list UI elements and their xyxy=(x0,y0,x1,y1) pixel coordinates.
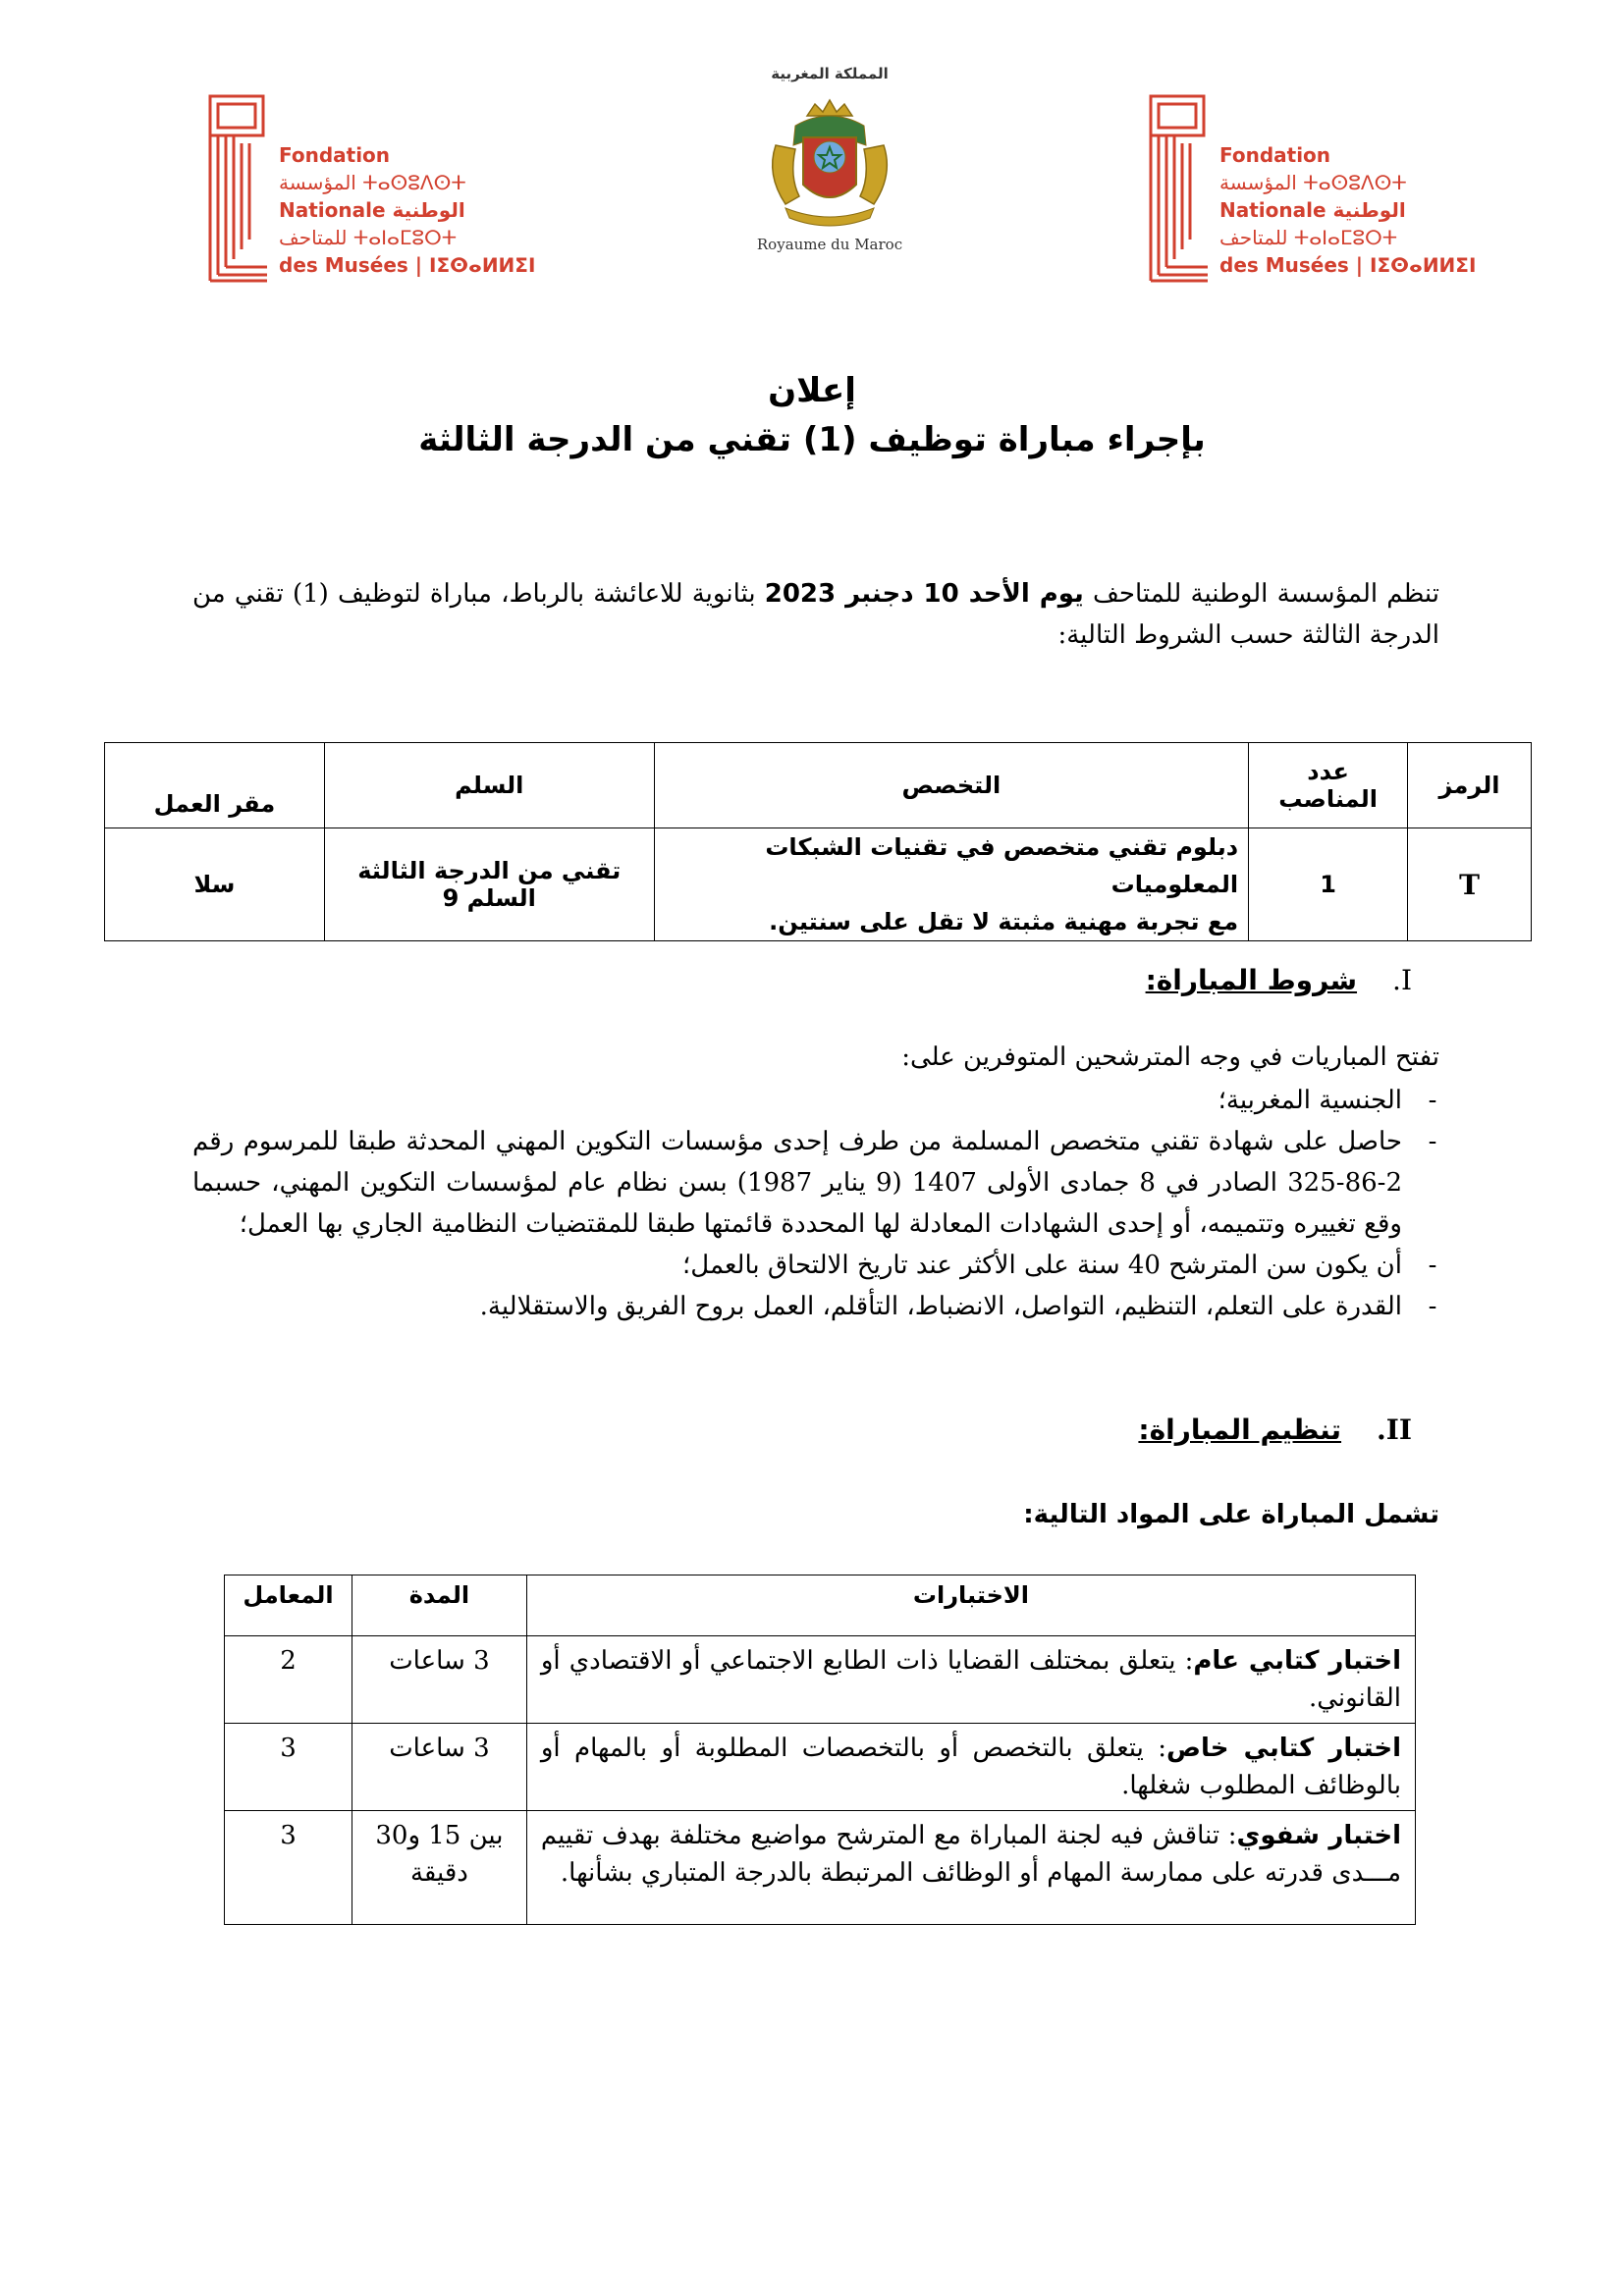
exam-name: اختبار كتابي عام xyxy=(1193,1646,1401,1676)
list-dash: - xyxy=(1428,1292,1437,1321)
page-subtitle: بإجراء مباراة توظيف (1) تقني من الدرجة الثالثة xyxy=(418,420,1206,459)
exam-duration: 3 ساعات xyxy=(352,1636,526,1724)
conditions-intro: تفتح المباريات في وجه المترشحين المتوفرين على: xyxy=(901,1042,1439,1072)
section-title: شروط المباراة: xyxy=(1145,964,1358,996)
list-item xyxy=(192,1080,1451,1121)
list-dash: - xyxy=(1428,1127,1437,1156)
kingdom-emblem xyxy=(697,65,962,253)
logo-line: Nationale الوطنية xyxy=(279,198,465,222)
exam-coefficient: 2 xyxy=(225,1636,352,1724)
column-header: المعامل xyxy=(225,1575,352,1636)
table-header-row xyxy=(105,743,1532,828)
foundation-logo-mark xyxy=(1147,92,1216,285)
table-row xyxy=(105,828,1532,941)
column-header: عدد المناصب xyxy=(1249,743,1408,828)
logo-line: المؤسسة ⵜⴰⵙⵓⴷⵙⵜ xyxy=(1219,171,1407,194)
exam-coefficient: 3 xyxy=(225,1811,352,1925)
condition-text: القدرة على التعلم، التنظيم، التواصل، الانضباط، التأقلم، العمل بروح الفريق والاستقلالية. xyxy=(479,1292,1402,1321)
list-item xyxy=(192,1121,1451,1245)
list-dash: - xyxy=(1428,1086,1437,1115)
logo-line: Fondation xyxy=(1219,143,1331,167)
list-item xyxy=(192,1286,1451,1327)
logo-line: Nationale الوطنية xyxy=(1219,198,1406,222)
foundation-logo-left xyxy=(206,92,536,289)
foundation-logo-right xyxy=(1147,92,1477,289)
exam-description xyxy=(526,1724,1415,1811)
foundation-logo-mark xyxy=(206,92,275,285)
grade-line: تقني من الدرجة الثالثة xyxy=(357,857,622,884)
logo-line: des Musées | ⵏⵉⵙⴰⵍⵍⵉⵏ xyxy=(279,253,536,277)
list-dash: - xyxy=(1428,1251,1437,1280)
specialty-line: دبلوم تقني متخصص في تقنيات الشبكات المعلوميات xyxy=(765,833,1239,898)
section-heading xyxy=(1138,1414,1412,1446)
intro-paragraph xyxy=(192,573,1439,656)
section-number: I. xyxy=(1392,964,1412,996)
exam-date: يوم الأحد 10 دجنبر 2023 xyxy=(764,579,1084,609)
exam-description xyxy=(526,1811,1415,1925)
exam-duration: بين 15 و30 دقيقة xyxy=(352,1811,526,1925)
section-title: تنظيم المباراة: xyxy=(1138,1414,1342,1446)
column-header: التخصص xyxy=(654,743,1249,828)
exam-coefficient: 3 xyxy=(225,1724,352,1811)
exam-desc: : تناقش فيه لجنة المباراة مع المترشح مواضيع مختلفة بهدف تقييم مـــدى قدرته على ممارسة المهام أو الوظائف المرتبطة بالدرجة المتباري بشأنها. xyxy=(540,1821,1401,1888)
positions-table xyxy=(104,742,1532,941)
kingdom-name-fr: Royaume du Maroc xyxy=(756,236,903,253)
section-heading xyxy=(1146,964,1412,996)
list-item xyxy=(192,1245,1451,1286)
specialty-line: مع تجربة مهنية مثبتة لا تقل على سنتين. xyxy=(769,908,1239,935)
intro-text: بثانوية للاعائشة بالرباط، مباراة لتوظيف (1) تقني من الدرجة الثالثة حسب الشروط التالية: xyxy=(192,579,1439,650)
exam-name: اختبار كتابي خاص xyxy=(1166,1734,1401,1763)
exam-desc: : يتعلق بالتخصص أو بالتخصصات المطلوبة أو بالمهام أو بالوظائف المطلوب شغلها. xyxy=(540,1734,1401,1800)
section-number: II. xyxy=(1377,1414,1412,1446)
work-location: سلا xyxy=(105,828,325,941)
subjects-intro: تشمل المباراة على المواد التالية: xyxy=(1023,1500,1439,1529)
column-header: المدة xyxy=(352,1575,526,1636)
intro-text: تنظم المؤسسة الوطنية للمتاحف xyxy=(1083,579,1439,609)
coat-of-arms-icon xyxy=(756,86,903,234)
conditions-list xyxy=(192,1080,1451,1327)
exam-desc: : يتعلق بمختلف القضايا ذات الطابع الاجتماعي أو الاقتصادي أو القانوني. xyxy=(540,1646,1401,1713)
position-grade xyxy=(324,828,654,941)
logo-line: المؤسسة ⵜⴰⵙⵓⴷⵙⵜ xyxy=(279,171,466,194)
table-row xyxy=(225,1811,1416,1925)
logo-line: للمتاحف ⵜⴰⵏⴰⵎⵓⵔⵜ xyxy=(1219,226,1398,249)
exam-duration: 3 ساعات xyxy=(352,1724,526,1811)
exam-name: اختبار شفوي xyxy=(1236,1821,1401,1850)
table-header-row xyxy=(225,1575,1416,1636)
position-code: T xyxy=(1408,828,1532,941)
table-row xyxy=(225,1724,1416,1811)
logo-line: des Musées | ⵏⵉⵙⴰⵍⵍⵉⵏ xyxy=(1219,253,1477,277)
exams-table xyxy=(224,1575,1416,1925)
column-header: الاختبارات xyxy=(526,1575,1415,1636)
logo-line: للمتاحف ⵜⴰⵏⴰⵎⵓⵔⵜ xyxy=(279,226,458,249)
exam-description xyxy=(526,1636,1415,1724)
page-title: إعلان xyxy=(768,371,856,410)
grade-line: السلم 9 xyxy=(442,884,536,912)
condition-text: أن يكون سن المترشح 40 سنة على الأكثر عند تاريخ الالتحاق بالعمل؛ xyxy=(682,1251,1402,1280)
column-header: السلم xyxy=(324,743,654,828)
logo-line: Fondation xyxy=(279,143,391,167)
condition-text: حاصل على شهادة تقني متخصص المسلمة من طرف إحدى مؤسسات التكوين المهني المحدثة طبقا للمرسوم رقم 2-86-325 الصادر في 8 جمادى الأولى 1407 (9 يناير 1987) بسن نظام عام لمؤسسات التكوين المهني، حسبما وقع تغييره وتتميمه، أو إحدى الشهادات المعادلة لها المحددة قائمتها طبقا للمقتضيات النظامية الجاري بها العمل؛ xyxy=(192,1127,1402,1239)
position-count: 1 xyxy=(1249,828,1408,941)
kingdom-name-ar: المملكة المغربية xyxy=(771,65,889,82)
column-header: الرمز xyxy=(1408,743,1532,828)
table-row xyxy=(225,1636,1416,1724)
position-specialty xyxy=(654,828,1249,941)
column-header: مقر العمل xyxy=(105,743,325,828)
condition-text: الجنسية المغربية؛ xyxy=(1218,1086,1402,1115)
